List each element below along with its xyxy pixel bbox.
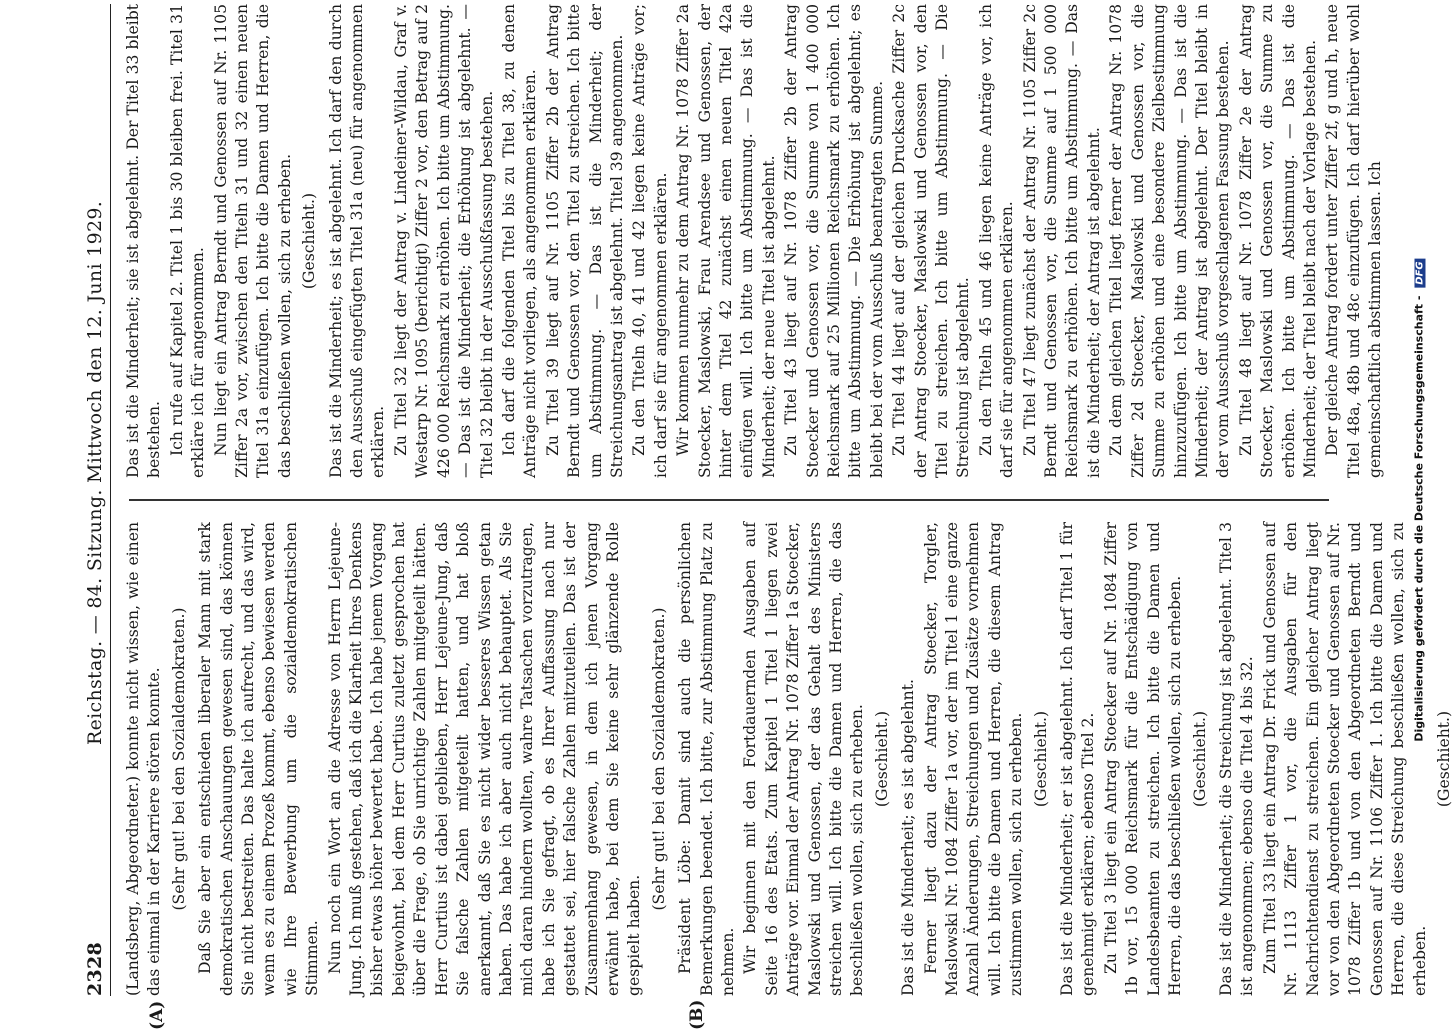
page-number: 2328 [84,941,106,996]
right-column-paragraph: Zu dem gleichen Titel liegt ferner der Antrag Nr. 1078 Ziffer 2d Stoecker, Maslowski und Genossen vor, die Summe zu erhöhen und eine besondere Zielbestimmung hinzuzufügen. Ich bitte um Abstimmung. — Das ist die Minderheit; der Antrag ist abgelehnt. Der Titel bleibt in der vom Ausschuß vorgeschlagenen Fassung bestehen. [1107,4,1233,478]
left-column-paragraph: Das ist die Minderheit; es ist abgelehnt. [899,679,918,996]
left-column-paragraph: (Sehr gut! bei den Sozialdemokraten.) [649,607,668,911]
left-column-paragraph: (Geschieht.) [1031,710,1050,808]
left-column-paragraph: Das ist die Minderheit; die Streichung ist abgelehnt. Titel 3 ist angenommen; ebenso die Titel 4 bis 32. [1216,522,1257,996]
right-column [123,4,1385,478]
digitization-credit [1410,10,1428,990]
right-column-paragraph: Ich rufe auf Kapitel 2. Titel 1 bis 30 bleiben frei. Titel 31 erkläre ich für angenommen. [167,4,208,478]
right-column-paragraph: Das ist die Minderheit; sie ist abgelehnt. Der Titel 33 bleibt bestehen. [124,4,164,478]
right-column-paragraph: Ich darf die folgenden Titel bis zu Titel 38, zu denen Anträge nicht vorliegen, als angenommen erklären. [499,4,540,478]
right-column-paragraph: Zu Titel 32 liegt der Antrag v. Lindeiner-Wildau, Graf v. Westarp Nr. 1095 (berichtigt) Ziffer 2 vor, den Betrag auf 2 426 000 Reichsmark zu erhöhen. Ich bitte um Abstimmung. — Das ist die Minderheit; die Erhöhung ist abgelehnt. — Titel 32 bleibt in der Ausschußfassung bestehen. [391,4,496,478]
left-column-paragraph: (Geschieht.) [1434,710,1453,808]
left-column-paragraph: Präsident Löbe: Damit sind auch die persönlichen Bemerkungen beendet. Ich bitte, zur Abstimmung Platz zu nehmen. [676,522,737,996]
right-column-paragraph: Zu Titel 48 liegt auf Nr. 1078 Ziffer 2e der Antrag Stoecker, Maslowski und Genossen vor, die Summe zu erhöhen. Ich bitte um Abstimmung. — Das ist die Minderheit; der Titel bleibt nach der Vorlage bestehen. [1236,4,1319,478]
right-column-paragraph: Zu Titel 43 liegt auf Nr. 1078 Ziffer 2b der Antrag Stoecker und Genossen vor, die Summe von 1 400 000 Reichsmark auf 25 Millionen Reichsmark zu erhöhen. Ich bitte um Abstimmung. — Die Erhöhung ist abgelehnt; es bleibt bei der vom Ausschuß beantragten Summe. [782,4,886,478]
running-header [67,4,111,996]
right-column-paragraph: Der gleiche Antrag fordert unter Ziffer 2f, g und h, neue Titel 48a, 48b und 48c einzufügen. Ich darf hierüber wohl gemeinschaftlich abstimmen lassen. Ich [1323,4,1385,478]
right-column-paragraph: Zu Titel 39 liegt auf Nr. 1105 Ziffer 2b der Antrag Berndt und Genossen vor, den Titel zu streichen. Ich bitte um Abstimmung. — Das ist die Minderheit; der Streichungsantrag ist abgelehnt. Titel 39 angenommen. [543,4,626,478]
column-divider [129,499,1329,501]
margin-mark-d [687,0,707,1]
digitization-credit-text: Digitalisierung gefördert durch die Deutsche Forschungsgemeinschaft - [1412,295,1426,742]
left-column-paragraph: Ferner liegt dazu der Antrag Stoecker, Torgler, Maslowski Nr. 1084 Ziffer 1a vor, der im Titel 1 eine ganze Anzahl Änderungen, Streichungen und Zusätze vornehmen will. Ich bitte die Damen und Herren, die diesem Antrag zustimmen wollen, sich zu erheben. [921,522,1026,996]
left-column-paragraph: Zu Titel 3 liegt ein Antrag Stoecker auf Nr. 1084 Ziffer 1b vor, 15 000 Reichsmark für die Entschädigung von Landesbeamten zu streichen. Ich bitte die Damen und Herren, die das beschließen wollen, sich zu erheben. [1101,522,1185,996]
left-column-paragraph: (Landsberg, Abgeordneter.) konnte nicht wissen, wie einen das einmal in der Karriere stören konnte. [124,522,164,996]
right-column-paragraph: Zu Titel 44 liegt auf der gleichen Drucksache Ziffer 2c der Antrag Stoecker, Maslowski und Genossen vor, den Titel zu streichen. Ich bitte um Abstimmung. — Die Streichung ist abgelehnt. [890,4,973,478]
dfg-logo: DFG [1415,258,1426,287]
header-title: Reichstag. — 84. Sitzung. Mittwoch den 12. Juni 1929. [84,200,106,745]
right-column-paragraph: Nun liegt ein Antrag Berndt und Genossen auf Nr. 1105 Ziffer 2a vor, zwischen den Titeln 31 und 32 einen neuen Titel 31a einzufügen. Ich bitte die Damen und Herren, die das beschließen wollen, sich zu erheben. [211,4,294,478]
left-column-paragraph: Zum Titel 33 liegt ein Antrag Dr. Frick und Genossen auf Nr. 1113 Ziffer 1 vor, die Ausgaben für den Nachrichtendienst zu streichen. Ein gleicher Antrag liegt vor von den Abgeordneten Stoecker und Genossen auf Nr. 1078 Ziffer 1b und von den Abgeordneten Berndt und Genossen auf Nr. 1106 Ziffer 1. Ich bitte die Damen und Herren, die diese Streichung beschließen wollen, sich zu erheben. [1260,522,1429,996]
left-column-paragraph: (Sehr gut! bei den Sozialdemokraten.) [169,607,188,911]
margin-mark-a: (A) [147,1000,167,1030]
margin-mark-b: (B) [687,999,707,1030]
right-column-paragraph: Das ist die Minderheit; es ist abgelehnt. Ich darf den durch den Ausschuß eingefügten Titel 31a (neu) für angenommen erklären. [326,4,388,478]
left-column [123,521,1453,996]
right-column-paragraph: (Geschieht.) [300,192,319,290]
right-column-paragraph: Wir kommen nunmehr zu dem Antrag Nr. 1078 Ziffer 2a Stoecker, Maslowski, Frau Arendsee und Genossen, der hinter dem Titel 42 zunächst einen neuen Titel 42a einfügen will. Ich bitte um Abstimmung. — Das ist die Minderheit; der neue Titel ist abgelehnt. [674,4,778,478]
left-column-paragraph: Daß Sie aber ein entschieden liberaler Mann mit stark demokratischen Anschauungen gewesen sind, das können Sie nicht bestreiten. Das halte ich aufrecht, und das wird, wenn es zu einem Prozeß kommt, ebenso bewiesen werden wie Ihre Bewerbung um die sozialdemokratischen Stimmen. [196,522,322,996]
left-column-paragraph: (Geschieht.) [1190,710,1209,808]
left-column-paragraph: Nun noch ein Wort an die Adresse von Herrn Lejeune-Jung. Ich muß gestehen, daß ich die Klarheit Ihres Denkens bisher etwas höher bewertet habe. Ich habe jenem Vorgang beigewohnt, bei dem Herr Curtius zuletzt gesprochen hat über die Frage, ob Sie unrichtige Zahlen mitgeteilt hätten. Herr Curtius ist dabei geblieben, Herr Lejeune-Jung, daß Sie falsche Zahlen mitgeteilt hatten, und hat bloß anerkannt, daß Sie es nicht wider besseres Wissen getan haben. Das habe ich aber auch nicht behauptet. Als Sie mich daran hindern wollten, wahre Tatsachen vorzutragen, habe ich Sie gefragt, ob es Ihrer Auffassung nach nur gestattet sei, hier falsche Zahlen mitzuteilen. Das ist der Zusammenhang gewesen, in dem ich jenen Vorgang erwähnt habe, bei dem Sie keine sehr glänzende Rolle gespielt haben. [325,521,644,996]
left-column-paragraph: Das ist die Minderheit; er ist abgelehnt. Ich darf Titel 1 für genehmigt erklären; ebenso Titel 2. [1058,522,1098,996]
right-column-paragraph: Zu Titel 47 liegt zunächst der Antrag Nr. 1105 Ziffer 2c Berndt und Genossen vor, die Summe auf 1 500 000 Reichsmark zu erhöhen. Ich bitte um Abstimmung. — Das ist die Minderheit; der Antrag ist abgelehnt. [1020,4,1103,478]
right-column-paragraph: Zu den Titeln 40, 41 und 42 liegen keine Anträge vor; ich darf sie für angenommen erklären. [630,4,670,478]
left-column-paragraph: (Geschieht.) [872,710,891,808]
right-column-paragraph: Zu den Titeln 45 und 46 liegen keine Anträge vor, ich darf sie für angenommen erklären. [976,4,1017,478]
left-column-paragraph: Wir beginnen mit den Fortdauernden Ausgaben auf Seite 16 des Etats. Zum Kapitel 1 Titel 1 liegen zwei Anträge vor. Einmal der Antrag Nr. 1078 Ziffer 1a Stoecker, Maslowski und Genossen, der das Gehalt des Ministers streichen will. Ich bitte die Damen und Herren, die das beschließen wollen, sich zu erheben. [741,522,867,996]
